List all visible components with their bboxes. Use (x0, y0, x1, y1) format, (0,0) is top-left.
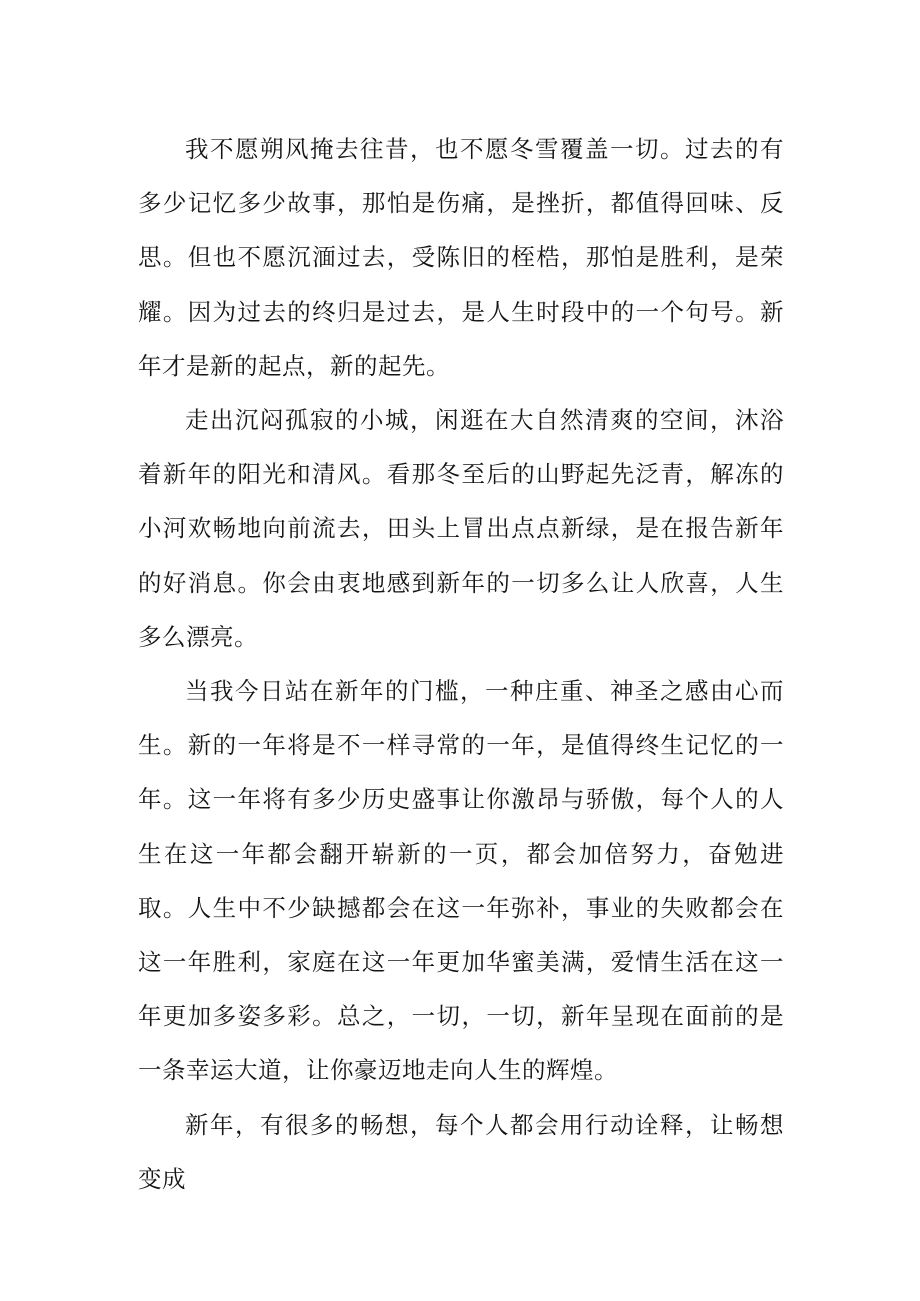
paragraph-4: 新年，有很多的畅想，每个人都会用行动诠释，让畅想变成 (138, 1110, 784, 1193)
paragraph-3: 当我今日站在新年的门槛，一种庄重、神圣之感由心而生。新的一年将是不一样寻常的一年，是值得终生记忆的一年。这一年将有多少历史盛事让你激昂与骄傲，每个人的人生在这一年都会翻开崭新的一页，都会加倍努力，奋勉进取。人生中不少缺撼都会在这一年弥补，事业的失败都会在这一年胜利，家庭在这一年更加华蜜美满，爱情生活在这一年更加多姿多彩。总之，一切，一切，新年呈现在面前的是一条幸运大道，让你豪迈地走向人生的辉煌。 (138, 677, 784, 1085)
paragraph-2: 走出沉闷孤寂的小城，闲逛在大自然清爽的空间，沐浴着新年的阳光和清风。看那冬至后的山野起先泛青，解冻的小河欢畅地向前流去，田头上冒出点点新绿，是在报告新年的好消息。你会由衷地感到新年的一切多么让人欣喜，人生多么漂亮。 (138, 406, 784, 651)
essay-body (138, 122, 784, 1206)
paragraph-1: 我不愿朔风掩去往昔，也不愿冬雪覆盖一切。过去的有多少记忆多少故事，那怕是伤痛，是挫折，都值得回味、反思。但也不愿沉湎过去，受陈旧的桎梏，那怕是胜利，是荣耀。因为过去的终归是过去，是人生时段中的一个句号。新年才是新的起点，新的起先。 (138, 135, 784, 380)
